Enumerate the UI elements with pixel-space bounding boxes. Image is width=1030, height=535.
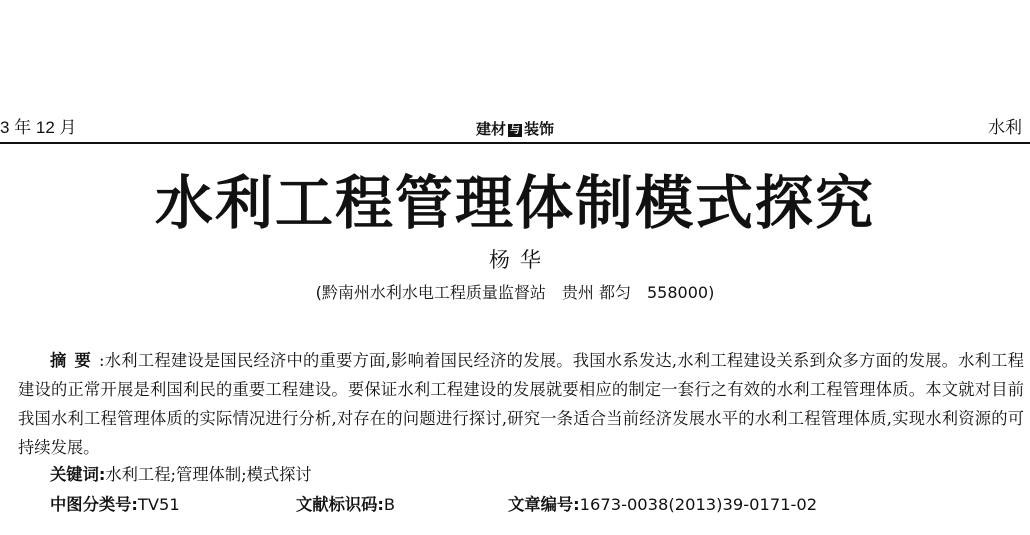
document-code bbox=[296, 492, 395, 518]
article-title: 水利工程管理体制模式探究 bbox=[154, 169, 875, 237]
abstract-text: 水利工程建设是国民经济中的重要方面,影响着国民经济的发展。我国水系发达,水利工程建设关系到众多方面的发展。水利工程建设的正常开展是利国利民的重要工程建设。要保证水利工程建设的发展就要相应的制定一套行之有效的水利工程管理体质。本文就对目前我国水利工程管理体质的实际情况进行分析,对存在的问题进行探讨,研究一条适合当前经济发展水平的水利工程管理体质,实现水利资源的可持续发展。 bbox=[18, 351, 1024, 457]
abstract-label: 摘要 bbox=[50, 351, 100, 370]
article-number bbox=[508, 492, 817, 518]
issue-date: 3 年 12 月 bbox=[0, 118, 77, 137]
journal-name-part2: 装饰 bbox=[524, 120, 555, 138]
article-no-value: 1673-0038(2013)39-0171-02 bbox=[579, 495, 818, 514]
abstract-separator: : bbox=[99, 351, 105, 370]
author-affiliation: (黔南州水利水电工程质量监督站 贵州 都匀 558000) bbox=[315, 283, 715, 302]
doc-code-value: B bbox=[383, 495, 396, 514]
header-divider bbox=[0, 142, 1030, 144]
clc-value: TV51 bbox=[137, 495, 180, 514]
keywords-line bbox=[50, 462, 312, 488]
abstract-paragraph bbox=[18, 346, 1024, 462]
article-no-label: 文章编号: bbox=[508, 495, 580, 514]
keywords-text: 水利工程;管理体制;模式探讨 bbox=[105, 465, 312, 484]
section-name: 水利 bbox=[988, 118, 1022, 138]
clc-number bbox=[50, 492, 180, 518]
keywords-label: 关键词: bbox=[50, 465, 106, 484]
journal-name bbox=[0, 119, 1030, 139]
doc-code-label: 文献标识码: bbox=[296, 495, 384, 514]
journal-logo-mark: 与 bbox=[510, 125, 520, 136]
article-author: 杨华 bbox=[489, 248, 551, 272]
clc-label: 中图分类号: bbox=[50, 495, 138, 514]
journal-name-part1: 建材 bbox=[475, 120, 506, 138]
